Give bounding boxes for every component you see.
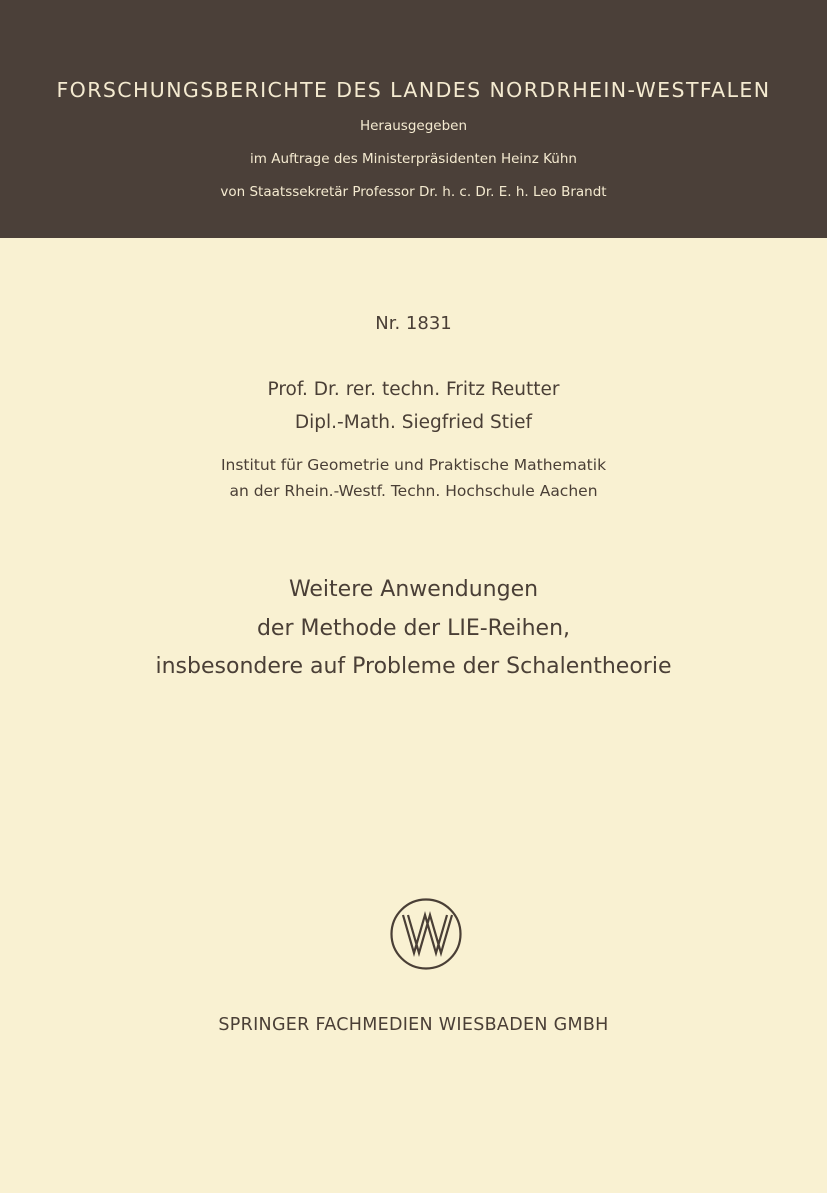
header-editor-line-3: von Staatssekretär Professor Dr. h. c. Dr. E. h. Leo Brandt (220, 184, 607, 200)
header-editor-line-1: Herausgegeben (359, 118, 468, 134)
author-1: Prof. Dr. rer. techn. Fritz Reutter (267, 379, 560, 400)
report-number: Nr. 1831 (375, 313, 452, 334)
series-title: FORSCHUNGSBERICHTE DES LANDES NORDRHEIN-WESTFALEN (56, 78, 771, 102)
institution-line-2: an der Rhein.-Westf. Techn. Hochschule Aachen (229, 482, 598, 500)
book-title-line-3: insbesondere auf Probleme der Schalentheorie (155, 654, 672, 679)
book-title-line-1: Weitere Anwendungen (288, 577, 539, 602)
book-title-line-2: der Methode der LIE-Reihen, (256, 616, 571, 641)
header-editor-line-2: im Auftrage des Ministerpräsidenten Heinz Kühn (250, 151, 577, 167)
institution-line-1: Institut für Geometrie und Praktische Mathematik (220, 456, 607, 474)
ww-monogram-circle-icon (389, 897, 463, 971)
publisher-name: SPRINGER FACHMEDIEN WIESBADEN GMBH (218, 1015, 609, 1035)
series-header-band (0, 0, 827, 238)
author-2: Dipl.-Math. Siegfried Stief (294, 412, 533, 433)
